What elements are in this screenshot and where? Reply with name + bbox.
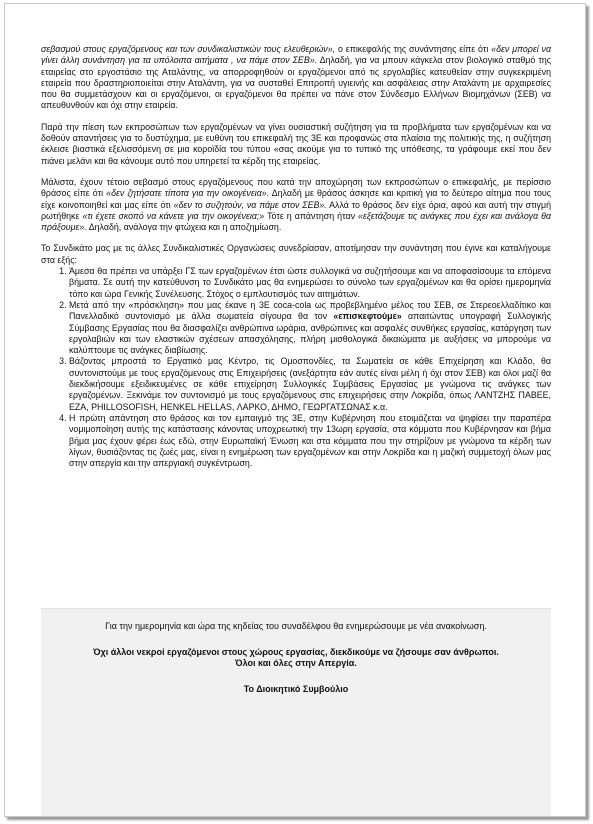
document-page — [4, 3, 586, 817]
para3-quote-h: «εξετάζουμε τις ανάγκες που έχει και ανάλογα θα πράξουμε». — [41, 210, 551, 233]
list-item: 4. Η πρώτη απάντηση στο θράσος και τον εμπαιγμό της 3Ε, στην Κυβέρνηση που ετοιμάζεται να ψηφίσει την παραπέρα νομιμοποίηση αυτής της κατάστασης κάνοντας υποχρεωτική την 13ωρη εργασία, στα κόμματα που Κυβέρνησαν και βήμα βήμα μας έχουν φέρει έως εδώ, στην Ευρωπαϊκή Ένωση και στα κόμματα που την στηρίζουν με γνώμονα τα κέρδη των λίγων, θυσιάζοντας τις ζωές μας, είναι η ενημέρωση των εργαζομένων και στην Λοκρίδα και η μαζική συμμετοχή όλων μας στην απεργία και την απεργιακή συγκέντρωση. — [69, 413, 551, 469]
signature: Το Διοικητικό Συμβούλιο — [243, 683, 349, 694]
intro-paragraph — [41, 44, 551, 112]
funeral-note: Για την ημερομηνία και ώρα της κηδείας του συναδέλφου θα ενημερώσουμε με νέα ανακοίνωση. — [105, 621, 487, 631]
para3-text-e: Αλλά το θράσος δεν είχε όρια, αφού και αυτή την στιγμή ρωτήθηκε — [41, 199, 551, 221]
intro-text-1: ο επικεφαλής της συνάντησης είπε ότι — [335, 44, 492, 54]
slogan-line-1: Όχι άλλοι νεκροί εργαζόμενοι στους χώρους εργασίας, διεκδικούμε να ζήσουμε σαν άνθρωποι. — [93, 646, 499, 657]
list-item — [69, 300, 551, 356]
item2-bold: «επισκεφτούμε» — [333, 311, 402, 322]
document-body — [41, 44, 551, 469]
slogan — [41, 647, 551, 670]
item2-text-a: Μετά από την «πρόσκληση» που μας έκανε η 3Ε coca-cola ως προβεβλημένο μέλος του ΣΕΒ, σε Στερεοελλαδίτικο και Πανελλαδικό συντονισμό με άλλα σωματεία σίγουρα θα τον — [69, 299, 551, 322]
insolence-paragraph — [41, 177, 551, 233]
demands-list — [41, 266, 551, 469]
conclusion-intro: Το Συνδικάτο μας με τις άλλες Συνδικαλιστικές Οργανώσεις συνεδρίασαν, αποτίμησαν την συνάντηση που έγινε και καταλήγουμε στα εξής: — [41, 243, 551, 265]
para3-text-c: Δηλαδή με θράσος άσκησε και κριτική για το δεύτερο αίτημα που τους είχε κοινοποιηθεί και μας είπε ότι — [41, 188, 552, 210]
slogan-line-2: Όλοι και όλες στην Απεργία. — [235, 658, 357, 668]
announcement-footer — [41, 608, 551, 816]
para3-quote-d: «δεν το συζητούν, να πάμε στον ΣΕΒ». — [173, 199, 327, 210]
list-item: 1. Άμεσα θα πρέπει να υπάρξει ΓΣ των εργαζομένων έτσι ώστε συλλογικά να συζητήσουμε και να αποφασίσουμε τα επόμενα βήματα. Σε αυτή την κατεύθυνση το Συνδικάτο μας θα ενημερώσει το σύνολο των εργαζομένων και θα ορίσει ημερομηνία τόπο και ώρα Γενικής Συνέλευσης. Στόχος ο εμπλουτισμός των αιτημάτων. — [69, 266, 551, 300]
pressure-paragraph: Παρά την πίεση των εκπροσώπων των εργαζομένων να γίνει ουσιαστική συζήτηση για τα προβλήματα των εργαζομένων και να δοθούν απαντήσεις για το δυστύχημα, με ευθύνη του επικεφαλή της 3Ε και προφανώς στα πλαίσια της πολιτικής της, η συζήτηση έκλεισε βιαστικά εξελισσόμενη σε μια κοροϊδία του τύπου «σας ακούμε για το τυπικό της υπόθεσης, τα γράφουμε εκεί που δεν πιάνει μελάνι και θα κάνουμε αυτό που υπηρετεί τα κέρδη της εταιρείας. — [41, 121, 551, 166]
para3-text-a: Μάλιστα, έχουν τέτοιο σεβασμό στους εργαζόμενους που κατά την αποχώρηση των εκπροσώπων ο επικεφαλής, με περίσσιο θράσος είπε ότι — [41, 176, 551, 199]
intro-italic-2: «δεν μπορεί να γίνει άλλη συνάντηση για τα υπόλοιπα αιτήματα , να πάμε στον ΣΕΒ». — [41, 44, 552, 66]
para3-text-g: Τότε η απάντηση ήταν — [264, 210, 359, 221]
item2-text-c: απαιτώντας υπογραφή Συλλογικής Σύμβασης Εργασίας που θα διασφαλίζει ανθρώπινα ωράρια, ανθρώπινες και ασφαλές συνθήκες εργασίας, κατάργηση των εργολαβιών και των ελαστικών σχέσεων απασχόλησης, πλήρη μισθολογικά δικαιώματα με αυξήσεις να μπορούμε να καλύπτουμε τις ανάγκες διαβίωσης. — [69, 311, 551, 356]
para3-quote-b: «δεν ζητήσατε τίποτα για την οικογένεια». — [106, 188, 270, 199]
intro-text-2: Δηλαδή, για να μπουν κάγκελα στον βιολογικό σταθμό της εταιρείας στο εργοστάσιο της Αταλάντης, να απορροφηθούν οι εργαζόμενοι από τις εργολαβίες κατευθείαν στην συγκεκριμένη εταιρεία που δραστηριοποιείται στην Αταλάντη, για να συσταθεί Επιτροπή υγιεινής και ασφάλειας στην Αταλάντη με αρχαιρεσίες που θα συμμετάσχουν και οι εργαζόμενοι, οι εργαζόμενοι θα πρέπει να πάνε στον Σύνδεσμο Ελλήνων Βιομηχάνων (ΣΕΒ) να απευθυνθούν και όχι στην εταιρεία. — [41, 55, 551, 111]
para3-text-i: Δηλαδή, ανάλογα την φτώχεια και η αποζημίωση. — [86, 222, 282, 233]
intro-italic-1: σεβασμού στους εργαζόμενους και των συνδικαλιστικών τους ελευθεριών», — [41, 44, 336, 54]
list-item: 3. Βάζοντας μπροστά το Εργατικό μας Κέντρο, τις Ομοσπονδίες, τα Σωματεία σε κάθε Επιχείρηση και Κλάδο, θα συντονιστούμε με τους εργαζόμενους στις Επιχειρήσεις (ανεξάρτητα εάν αυτές είναι μέλη ή όχι στον ΣΕΒ) και όλοι μαζί θα διεκδικήσουμε εξειδικευμένες σε κάθε επιχείρηση Συλλογικές Συμβάσεις Εργασίας με γνώμονα τις ανάγκες των εργαζομένων. Ξεκινάμε τον συντονισμό με τους εργαζόμενους στις επιχειρήσεις στην Λοκρίδα, όπως ΛΑΝΤΖΗΣ ΠΑΒΕΕ, ΕΖΑ, PHILLOSOFISH, HENKEL HELLAS, ΛΑΡΚΟ, ΔΗΜΟ, ΓΕΩΡΓΑΤΣΩΝΑΣ κ.α. — [69, 356, 551, 412]
para3-quote-f: «τι έχετε σκοπό να κάνετε για την οικογένεια;» — [82, 210, 265, 221]
